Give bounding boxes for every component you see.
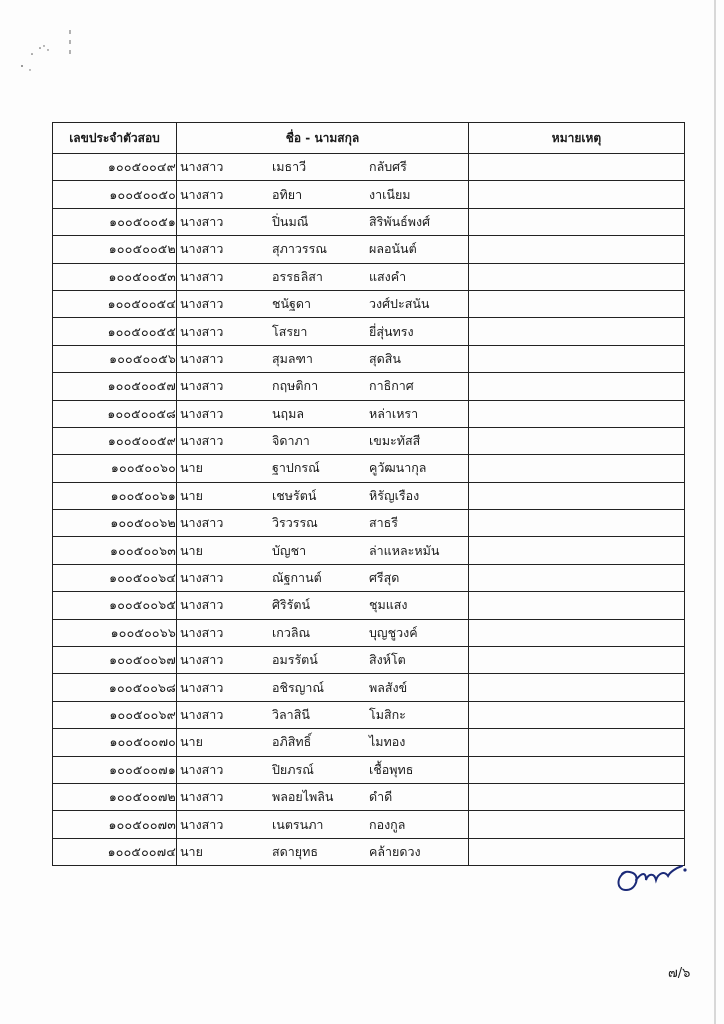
exam-id-cell: ๑๐๐๕๐๐๗๔ [53, 838, 177, 865]
last-name: หิรัญเรือง [369, 487, 420, 503]
first-name: ปิยภรณ์ [272, 761, 314, 777]
first-name: อรรธลิสา [272, 268, 323, 284]
name-title: นางสาว [180, 350, 224, 366]
last-name: งาเนียม [369, 186, 411, 202]
remarks-cell [469, 154, 685, 181]
first-name: นฤมล [272, 405, 305, 421]
first-name: พลอยไพลิน [272, 789, 334, 805]
scan-specks [18, 30, 78, 80]
first-name: ฐาปกรณ์ [272, 460, 320, 476]
first-name: โสรยา [272, 323, 308, 339]
remarks-cell [469, 592, 685, 619]
remarks-cell [469, 263, 685, 290]
first-name: วิลาสินี [272, 707, 310, 722]
candidate-table [52, 122, 685, 866]
last-name: สิงห์โต [369, 652, 406, 668]
exam-id-cell: ๑๐๐๕๐๐๖๓ [53, 537, 177, 564]
exam-id-cell: ๑๐๐๕๐๐๖๑ [53, 482, 177, 509]
last-name: ดำดี [369, 789, 393, 805]
full-name-cell [177, 701, 469, 728]
remarks-cell [469, 208, 685, 235]
table-body [53, 154, 685, 866]
remarks-cell [469, 236, 685, 263]
first-name: อทิยา [272, 186, 303, 202]
header-exam-id: เลขประจำตัวสอบ [53, 123, 177, 154]
name-title: นางสาว [180, 159, 224, 175]
table-row [53, 318, 685, 345]
full-name-cell [177, 208, 469, 235]
full-name-cell [177, 592, 469, 619]
table-row [53, 510, 685, 537]
name-title: นางสาว [180, 296, 224, 312]
table-row [53, 838, 685, 865]
name-title: นางสาว [180, 679, 224, 695]
full-name-cell [177, 756, 469, 783]
first-name: สุภาวรรณ [272, 241, 327, 257]
name-title: นางสาว [180, 213, 224, 229]
last-name: หล่าเหรา [369, 405, 419, 421]
table-row [53, 537, 685, 564]
last-name: กลับศรี [369, 159, 407, 175]
last-name: กองกูล [369, 816, 406, 832]
table-row [53, 811, 685, 838]
exam-id-cell: ๑๐๐๕๐๐๕๐ [53, 181, 177, 208]
last-name: เชื้อพุทธ [369, 761, 414, 777]
full-name-cell [177, 400, 469, 427]
full-name-cell [177, 482, 469, 509]
name-title: นางสาว [180, 597, 224, 613]
remarks-cell [469, 318, 685, 345]
name-title: นางสาว [180, 707, 224, 722]
last-name: กาธิกาศ [369, 378, 414, 394]
full-name-cell [177, 619, 469, 646]
last-name: บุญชูวงค์ [369, 624, 418, 640]
table-row [53, 427, 685, 454]
table-row [53, 236, 685, 263]
table-row [53, 154, 685, 181]
page-number: ๗/๖ [668, 966, 691, 981]
table-row [53, 674, 685, 701]
table-row [53, 619, 685, 646]
last-name: เขมะทัสสี [369, 433, 421, 449]
name-title: นางสาว [180, 323, 224, 339]
full-name-cell [177, 318, 469, 345]
name-title: นางสาว [180, 816, 224, 832]
table-row [53, 783, 685, 810]
table-row [53, 181, 685, 208]
exam-id-cell: ๑๐๐๕๐๐๕๗ [53, 373, 177, 400]
exam-id-cell: ๑๐๐๕๐๐๖๔ [53, 564, 177, 591]
table-row [53, 345, 685, 372]
remarks-cell [469, 482, 685, 509]
last-name: สิริพันธ์พงศ์ [369, 213, 431, 229]
last-name: วงศ์ปะสนัน [369, 296, 430, 312]
exam-id-cell: ๑๐๐๕๐๐๖๖ [53, 619, 177, 646]
table-row [53, 455, 685, 482]
full-name-cell [177, 181, 469, 208]
remarks-cell [469, 373, 685, 400]
exam-id-cell: ๑๐๐๕๐๐๖๘ [53, 674, 177, 701]
exam-id-cell: ๑๐๐๕๐๐๕๔ [53, 290, 177, 317]
table-row [53, 756, 685, 783]
last-name: สุดสิน [369, 350, 401, 366]
full-name-cell [177, 373, 469, 400]
remarks-cell [469, 345, 685, 372]
first-name: ณัฐกานต์ [272, 570, 322, 586]
name-title: นาย [180, 542, 203, 558]
last-name: ล่าแหละหมัน [369, 542, 440, 558]
full-name-cell [177, 427, 469, 454]
remarks-cell [469, 647, 685, 674]
name-title: นางสาว [180, 624, 224, 640]
full-name-cell [177, 564, 469, 591]
name-title: นางสาว [180, 789, 224, 805]
full-name-cell [177, 647, 469, 674]
full-name-cell [177, 345, 469, 372]
table-row [53, 373, 685, 400]
first-name: วิรวรรณ [272, 515, 318, 531]
name-title: นางสาว [180, 570, 224, 586]
table-row [53, 647, 685, 674]
full-name-cell [177, 263, 469, 290]
full-name-cell [177, 236, 469, 263]
remarks-cell [469, 564, 685, 591]
last-name: ผลอนันต์ [369, 241, 417, 257]
name-title: นางสาว [180, 761, 224, 777]
table-row [53, 701, 685, 728]
full-name-cell [177, 455, 469, 482]
first-name: อภิสิทธิ์ [272, 734, 312, 750]
remarks-cell [469, 701, 685, 728]
full-name-cell [177, 783, 469, 810]
exam-id-cell: ๑๐๐๕๐๐๖๙ [53, 701, 177, 728]
exam-id-cell: ๑๐๐๕๐๐๗๐ [53, 729, 177, 756]
first-name: กฤษติกา [272, 378, 319, 394]
last-name: พลสังข์ [369, 679, 408, 695]
exam-id-cell: ๑๐๐๕๐๐๕๓ [53, 263, 177, 290]
table-row [53, 729, 685, 756]
remarks-cell [469, 181, 685, 208]
last-name: โมสิกะ [369, 707, 406, 722]
last-name: ยี่สุ่นทรง [369, 323, 414, 339]
first-name: ศิริรัตน์ [272, 597, 311, 613]
first-name: บัญชา [272, 542, 307, 558]
exam-id-cell: ๑๐๐๕๐๐๕๒ [53, 236, 177, 263]
exam-id-cell: ๑๐๐๕๐๐๕๕ [53, 318, 177, 345]
table-row [53, 208, 685, 235]
exam-id-cell: ๑๐๐๕๐๐๕๑ [53, 208, 177, 235]
name-title: นาย [180, 487, 203, 503]
full-name-cell [177, 290, 469, 317]
first-name: อมรรัตน์ [272, 652, 318, 668]
name-title: นางสาว [180, 241, 224, 257]
last-name: สาธรี [369, 515, 398, 531]
exam-id-cell: ๑๐๐๕๐๐๗๓ [53, 811, 177, 838]
exam-id-cell: ๑๐๐๕๐๐๖๕ [53, 592, 177, 619]
exam-id-cell: ๑๐๐๕๐๐๕๘ [53, 400, 177, 427]
last-name: คล้ายดวง [369, 843, 421, 859]
exam-id-cell: ๑๐๐๕๐๐๗๑ [53, 756, 177, 783]
remarks-cell [469, 455, 685, 482]
remarks-cell [469, 290, 685, 317]
first-name: สุมลฑา [272, 350, 313, 366]
table-header-row [53, 123, 685, 154]
first-name: สดายุทธ [272, 843, 318, 859]
signature [612, 858, 692, 898]
exam-id-cell: ๑๐๐๕๐๐๖๐ [53, 455, 177, 482]
full-name-cell [177, 811, 469, 838]
last-name: ไมทอง [369, 734, 406, 750]
table-row [53, 290, 685, 317]
first-name: เกวลิณ [272, 624, 311, 640]
last-name: คูวัฒนากุล [369, 460, 427, 476]
name-title: นางสาว [180, 378, 224, 394]
name-title: นางสาว [180, 433, 224, 449]
first-name: เมธาวี [272, 159, 307, 175]
full-name-cell [177, 154, 469, 181]
first-name: เนตรนภา [272, 816, 324, 832]
exam-id-cell: ๑๐๐๕๐๐๕๖ [53, 345, 177, 372]
first-name: ปิ่นมณี [272, 213, 309, 229]
name-title: นางสาว [180, 515, 224, 531]
scan-edge [714, 0, 716, 1024]
last-name: แสงคำ [369, 268, 407, 284]
remarks-cell [469, 427, 685, 454]
first-name: จิดาภา [272, 433, 310, 449]
remarks-cell [469, 756, 685, 783]
full-name-cell [177, 674, 469, 701]
name-title: นางสาว [180, 405, 224, 421]
name-title: นาย [180, 734, 203, 750]
first-name: ชนัฐดา [272, 296, 312, 312]
remarks-cell [469, 674, 685, 701]
name-title: นางสาว [180, 268, 224, 284]
name-title: นาย [180, 460, 203, 476]
full-name-cell [177, 537, 469, 564]
table-row [53, 400, 685, 427]
remarks-cell [469, 510, 685, 537]
exam-id-cell: ๑๐๐๕๐๐๕๙ [53, 427, 177, 454]
exam-id-cell: ๑๐๐๕๐๐๔๙ [53, 154, 177, 181]
table-row [53, 263, 685, 290]
exam-id-cell: ๑๐๐๕๐๐๖๗ [53, 647, 177, 674]
full-name-cell [177, 838, 469, 865]
remarks-cell [469, 729, 685, 756]
last-name: ชุมแสง [369, 597, 408, 613]
remarks-cell [469, 811, 685, 838]
table-row [53, 592, 685, 619]
remarks-cell [469, 537, 685, 564]
name-title: นางสาว [180, 652, 224, 668]
first-name: เชษรัตน์ [272, 487, 317, 503]
full-name-cell [177, 510, 469, 537]
first-name: อชิรญาณ์ [272, 679, 324, 695]
name-title: นางสาว [180, 186, 224, 202]
remarks-cell [469, 619, 685, 646]
remarks-cell [469, 400, 685, 427]
remarks-cell [469, 783, 685, 810]
header-remarks: หมายเหตุ [469, 123, 685, 154]
name-title: นาย [180, 843, 203, 859]
exam-id-cell: ๑๐๐๕๐๐๗๒ [53, 783, 177, 810]
table-row [53, 564, 685, 591]
full-name-cell [177, 729, 469, 756]
header-full-name: ชื่อ - นามสกุล [177, 123, 469, 154]
last-name: ศรีสุด [369, 570, 400, 586]
exam-id-cell: ๑๐๐๕๐๐๖๒ [53, 510, 177, 537]
table-row [53, 482, 685, 509]
